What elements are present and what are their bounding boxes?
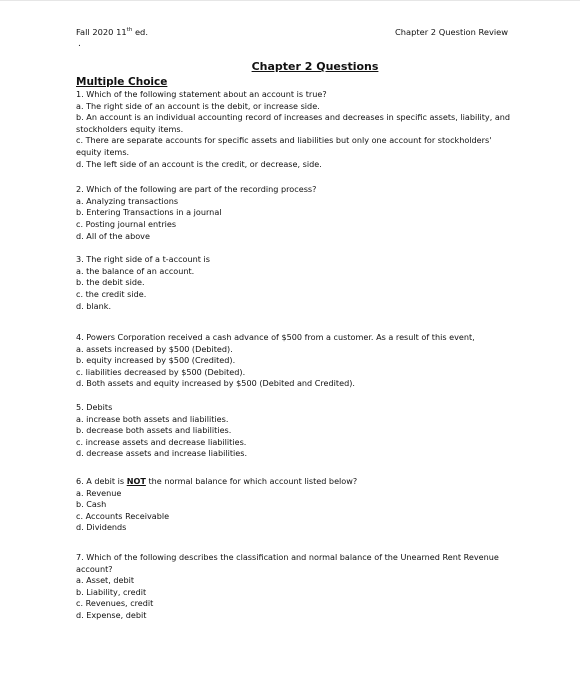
question-stem-end: the normal balance for which account listed below?: [145, 476, 358, 487]
question-stem-emphasis: NOT: [126, 476, 146, 487]
answer-option: d. decrease assets and increase liabilities.: [76, 448, 248, 459]
answer-option: b. Cash: [76, 499, 107, 510]
answer-option: a. the balance of an account.: [76, 265, 195, 276]
question-stem: [76, 476, 516, 488]
answer-option: c. liabilities decreased by $500 (Debited).: [76, 366, 246, 377]
answer-option: b. An account is an individual accounting record of increases and decreases in specific assets, liability, and stockholders equity items.: [76, 112, 511, 134]
answer-option: d. Both assets and equity increased by $500 (Debited and Credited).: [76, 378, 355, 389]
section-heading: Multiple Choice: [76, 76, 168, 88]
question-5: [76, 402, 516, 460]
answer-option: a. Analyzing transactions: [76, 195, 179, 206]
question-stem: 2. Which of the following are part of the recording process?: [76, 184, 317, 195]
answer-option: b. decrease both assets and liabilities.: [76, 425, 232, 436]
answer-option: b. Entering Transactions in a journal: [76, 207, 222, 218]
answer-option: d. Dividends: [76, 522, 127, 533]
answer-option: d. Expense, debit: [76, 609, 147, 620]
stray-dot: .: [78, 39, 81, 49]
question-4: [76, 332, 516, 390]
answer-option: a. Asset, debit: [76, 575, 135, 586]
question-stem-start: 6. A debit is: [76, 476, 127, 487]
answer-option: d. The left side of an account is the credit, or decrease, side.: [76, 158, 322, 169]
header-edition-suffix: ed.: [132, 27, 148, 37]
answer-option: a. The right side of an account is the debit, or increase side.: [76, 100, 320, 111]
question-stem: 1. Which of the following statement about an account is true?: [76, 89, 327, 99]
answer-option: c. Posting journal entries: [76, 218, 177, 229]
answer-option: d. All of the above: [76, 230, 150, 241]
answer-option: a. increase both assets and liabilities.: [76, 413, 229, 424]
header-chapter-review: Chapter 2 Question Review: [395, 27, 509, 37]
answer-option: b. Liability, credit: [76, 586, 147, 597]
question-1: [76, 89, 516, 170]
answer-option: c. Accounts Receivable: [76, 510, 170, 521]
answer-option: c. Revenues, credit: [76, 598, 154, 609]
answer-option: c. the credit side.: [76, 288, 147, 299]
question-7: [76, 552, 516, 622]
answer-option: b. the debit side.: [76, 277, 145, 288]
header-edition-text: Fall 2020 11: [76, 27, 127, 37]
answer-option: c. There are separate accounts for specific assets and liabilities but only one account for stockholders' equity items.: [76, 135, 492, 157]
answer-option: b. equity increased by $500 (Credited).: [76, 355, 236, 366]
question-stem: 3. The right side of a t-account is: [76, 254, 210, 265]
question-3: [76, 254, 516, 312]
question-stem: 4. Powers Corporation received a cash advance of $500 from a customer. As a result of this event,: [76, 332, 475, 343]
answer-option: a. Revenue: [76, 487, 122, 498]
answer-option: c. increase assets and decrease liabilities.: [76, 436, 247, 447]
question-6: [76, 476, 516, 534]
header-edition: [76, 27, 148, 37]
answer-option: a. assets increased by $500 (Debited).: [76, 343, 233, 354]
question-stem: 5. Debits: [76, 402, 113, 413]
page-title: Chapter 2 Questions: [251, 60, 379, 73]
question-stem: 7. Which of the following describes the classification and normal balance of the Unearned Rent Revenue account?: [76, 552, 499, 574]
answer-option: d. blank.: [76, 300, 112, 311]
question-2: [76, 184, 516, 242]
header-edition-sup: th: [126, 27, 133, 34]
question-list: [76, 76, 516, 634]
